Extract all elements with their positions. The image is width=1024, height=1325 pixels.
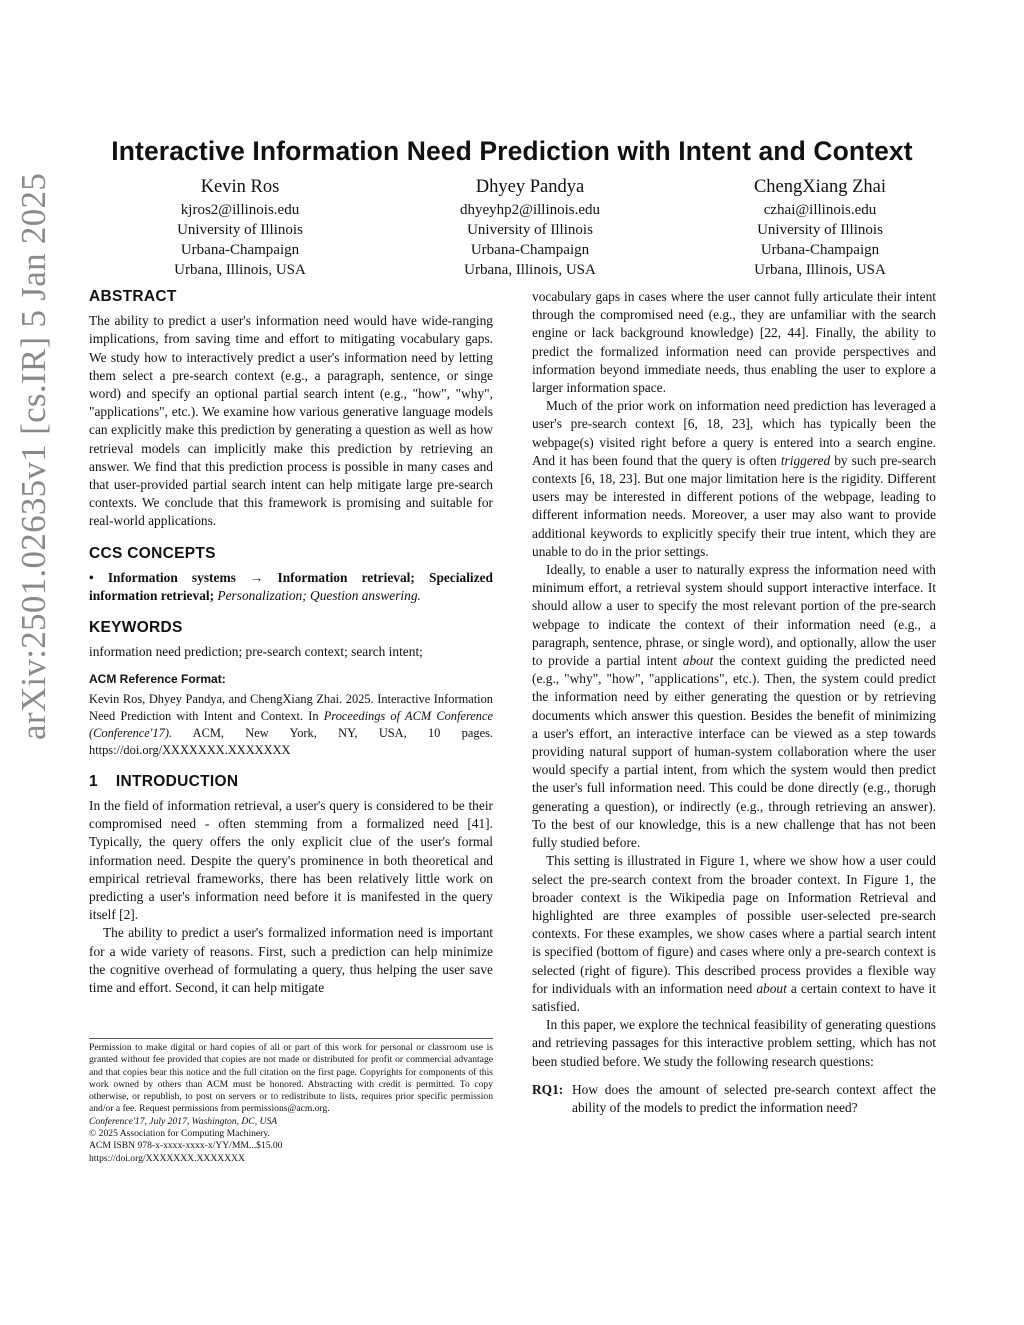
right-paragraph-1: vocabulary gaps in cases where the user cannot fully articulate their intent through the compromised need (e.g., they are unfamiliar with the search engine or lack background knowledge) [22, 44]. Finally, the ability to predict the formalized information need can provide perspectives and information beyond immediate needs, thus enabling the user to explore a larger information space. bbox=[532, 289, 936, 396]
intro-paragraph-2: The ability to predict a user's formalized information need is important for a wide variety of reasons. First, such a prediction can help minimize the cognitive overhead of formulating a query, thus helping the user save time and effort. Second, it can help mitigate bbox=[89, 925, 493, 996]
author-campus: Urbana-Champaign bbox=[470, 242, 590, 258]
author-email: dhyeyhp2@illinois.edu bbox=[459, 202, 601, 218]
author-location: Urbana, Illinois, USA bbox=[754, 262, 886, 278]
keywords-heading: KEYWORDS bbox=[89, 619, 183, 637]
footnote-block bbox=[89, 1038, 493, 1165]
p3-text-a: Ideally, to enable a user to naturally express the information need with minimum effort, a retrieval system should support interactive interface. It should allow a user to specify the most relevant portion of the pre-search webpage to indicate the context of their information need (e.g., a paragraph, sentence, phrase, or single word), and optionally, allow the user to provide a partial intent bbox=[532, 562, 936, 669]
permission-notice: Permission to make digital or hard copies of all or part of this work for personal or classroom use is granted without fee provided that copies are not made or distributed for profit or commercial advantage and that copies bear this notice and the full citation on the first page. Copyrights for components of this work owned by others than ACM must be honored. Abstracting with credit is permitted. To copy otherwise, or republish, to post on servers or to redistribute to lists, requires prior specific permission and/or a fee. Request permissions from permissions@acm.org. bbox=[89, 1042, 493, 1115]
ccs-heading: CCS CONCEPTS bbox=[89, 544, 216, 562]
arxiv-stamp: arXiv:2501.02635v1 [cs.IR] 5 Jan 2025 bbox=[14, 172, 53, 740]
right-paragraph-2 bbox=[532, 397, 936, 561]
author-3 bbox=[680, 174, 960, 280]
intro-paragraph-1: In the field of information retrieval, a user's query is considered to be their compromised need - often stemming from a formalized need [41]. Typically, the query offers the only explicit clue of the user's formal information need. Despite the query's prominence in both theoretical and empirical retrieval frameworks, there has been relatively little work on predicting a user's information need before it is manifested in the query itself [2]. bbox=[89, 798, 493, 923]
rq-text: How does the amount of selected pre-search context affect the ability of the models to predict the information need? bbox=[572, 1081, 936, 1115]
doi-line: https://doi.org/XXXXXXX.XXXXXXX bbox=[89, 1152, 245, 1164]
keywords-text: information need prediction; pre-search context; search intent; bbox=[89, 644, 423, 660]
p4-text-b: a certain context to have it satisfied. bbox=[532, 980, 936, 1014]
p2-emphasis: triggered bbox=[780, 452, 831, 468]
author-name: ChengXiang Zhai bbox=[753, 177, 887, 197]
isbn-line: ACM ISBN 978-x-xxxx-xxxx-x/YY/MM...$15.00 bbox=[89, 1140, 283, 1152]
ccs-italic: Personalization; Question answering. bbox=[214, 588, 421, 604]
right-paragraph-4 bbox=[532, 852, 936, 1016]
ccs-bold: • Information systems → Information retrieval; Specialized information retrieval; bbox=[89, 569, 493, 604]
reference-venue: Proceedings of ACM Conference (Conference'17). bbox=[89, 708, 494, 740]
right-paragraph-3 bbox=[532, 561, 936, 852]
conference-line: Conference'17, July 2017, Washington, DC, USA bbox=[89, 1115, 278, 1127]
conference-info bbox=[89, 1116, 493, 1128]
ccs-text bbox=[89, 569, 493, 605]
p4-emphasis: about bbox=[756, 980, 787, 996]
reference-part1: Kevin Ros, Dhyey Pandya, and ChengXiang Zhai. 2025. Interactive Information Need Prediction with Intent and Context. In bbox=[89, 691, 493, 723]
author-campus: Urbana-Champaign bbox=[180, 242, 300, 258]
author-affiliation: University of Illinois bbox=[757, 222, 883, 238]
author-email: czhai@illinois.edu bbox=[763, 202, 877, 218]
abstract-text: The ability to predict a user's information need would have wide-ranging implications, from saving time and effort to mitigating vocabulary gaps. We study how to interactively predict a user's information need by letting them select a pre-search context (e.g., a paragraph, sentence, or singe word) and specify an optional partial search intent (e.g., "how", "why", "applications", etc.). We examine how various generative language models can explicitly make this prediction by generating a question as well as how retrieval models can implicitly make this prediction by retrieving an answer. We find that this prediction process is possible in many cases and that user-provided partial search intent can help mitigate large pre-search contexts. We conclude that this framework is promising and suitable for real-world applications. bbox=[89, 313, 493, 529]
p4-text-a: This setting is illustrated in Figure 1, where we show how a user could select the pre-search context from the broader context. In Figure 1, the broader context is the Wikipedia page on Information Retrieval and highlighted are three examples of possible user-selected pre-search contexts. For these examples, we show cases where a partial search intent is specified (bottom of figure) and cases where only a pre-search context is selected (right of figure). This described process provides a flexible way for individuals with an information need bbox=[532, 853, 936, 996]
reference-part2: ACM, New York, NY, USA, 10 pages. https://doi.org/XXXXXXX.XXXXXXX bbox=[89, 725, 493, 757]
paper-title: Interactive Information Need Prediction with Intent and Context bbox=[111, 136, 913, 166]
right-column bbox=[532, 288, 936, 1117]
author-name: Kevin Ros bbox=[200, 177, 280, 197]
left-column bbox=[89, 288, 493, 997]
copyright-line: © 2025 Association for Computing Machinery. bbox=[89, 1128, 270, 1140]
p2-text-a: Much of the prior work on information need prediction has leveraged a user's pre-search context [6, 18, 23], which has typically been the webpage(s) visited right before a query is entered into a search engine. And it has been found that the query is often bbox=[532, 398, 936, 468]
reference-format-text bbox=[89, 691, 493, 759]
section-number: 1 bbox=[89, 772, 98, 790]
author-location: Urbana, Illinois, USA bbox=[174, 262, 306, 278]
author-affiliation: University of Illinois bbox=[177, 222, 303, 238]
author-block bbox=[100, 174, 960, 280]
author-name: Dhyey Pandya bbox=[475, 177, 585, 197]
author-email: kjros2@illinois.edu bbox=[180, 202, 300, 218]
author-location: Urbana, Illinois, USA bbox=[464, 262, 596, 278]
abstract-heading: ABSTRACT bbox=[89, 288, 177, 305]
section-title: INTRODUCTION bbox=[115, 772, 239, 790]
p3-emphasis: about bbox=[682, 653, 714, 669]
reference-format-heading: ACM Reference Format: bbox=[89, 671, 226, 686]
author-1 bbox=[100, 174, 380, 280]
rq-label: RQ1: bbox=[532, 1081, 564, 1097]
author-affiliation: University of Illinois bbox=[467, 222, 593, 238]
introduction-heading bbox=[89, 773, 493, 791]
author-2 bbox=[390, 174, 670, 280]
research-question-1 bbox=[532, 1081, 936, 1117]
p3-text-b: the context guiding the predicted need (e.g., "why", "how", "applications", etc.). Then, the system could predict the information need by either generating the question or by retrieving documents which answer this question. Besides the benefit of minimizing a user's effort, an interactive interface can be viewed as a step towards providing natural support of human-system collaboration where the user would specify a partial intent, from which the system would then predict the user's full information need. This could be done directly (e.g., thorugh generating a question), or indirectly (e.g., through retrieving an answer). To the best of our knowledge, this is a new challenge that has not been fully studied before. bbox=[532, 653, 937, 851]
p2-text-b: by such pre-search contexts [6, 18, 23]. But one major limitation here is the rigidity. Different users may be interested in different potions of the webpage, leading to different information needs. Moreover, a user may also want to provide additional keywords to explicitly specify their true intent, which they are unable to do in the prior settings. bbox=[532, 452, 937, 559]
right-paragraph-5: In this paper, we explore the technical feasibility of generating questions and retrieving passages for this interactive problem setting, which has not been studied before. We study the following research questions: bbox=[532, 1017, 936, 1069]
author-campus: Urbana-Champaign bbox=[760, 242, 880, 258]
